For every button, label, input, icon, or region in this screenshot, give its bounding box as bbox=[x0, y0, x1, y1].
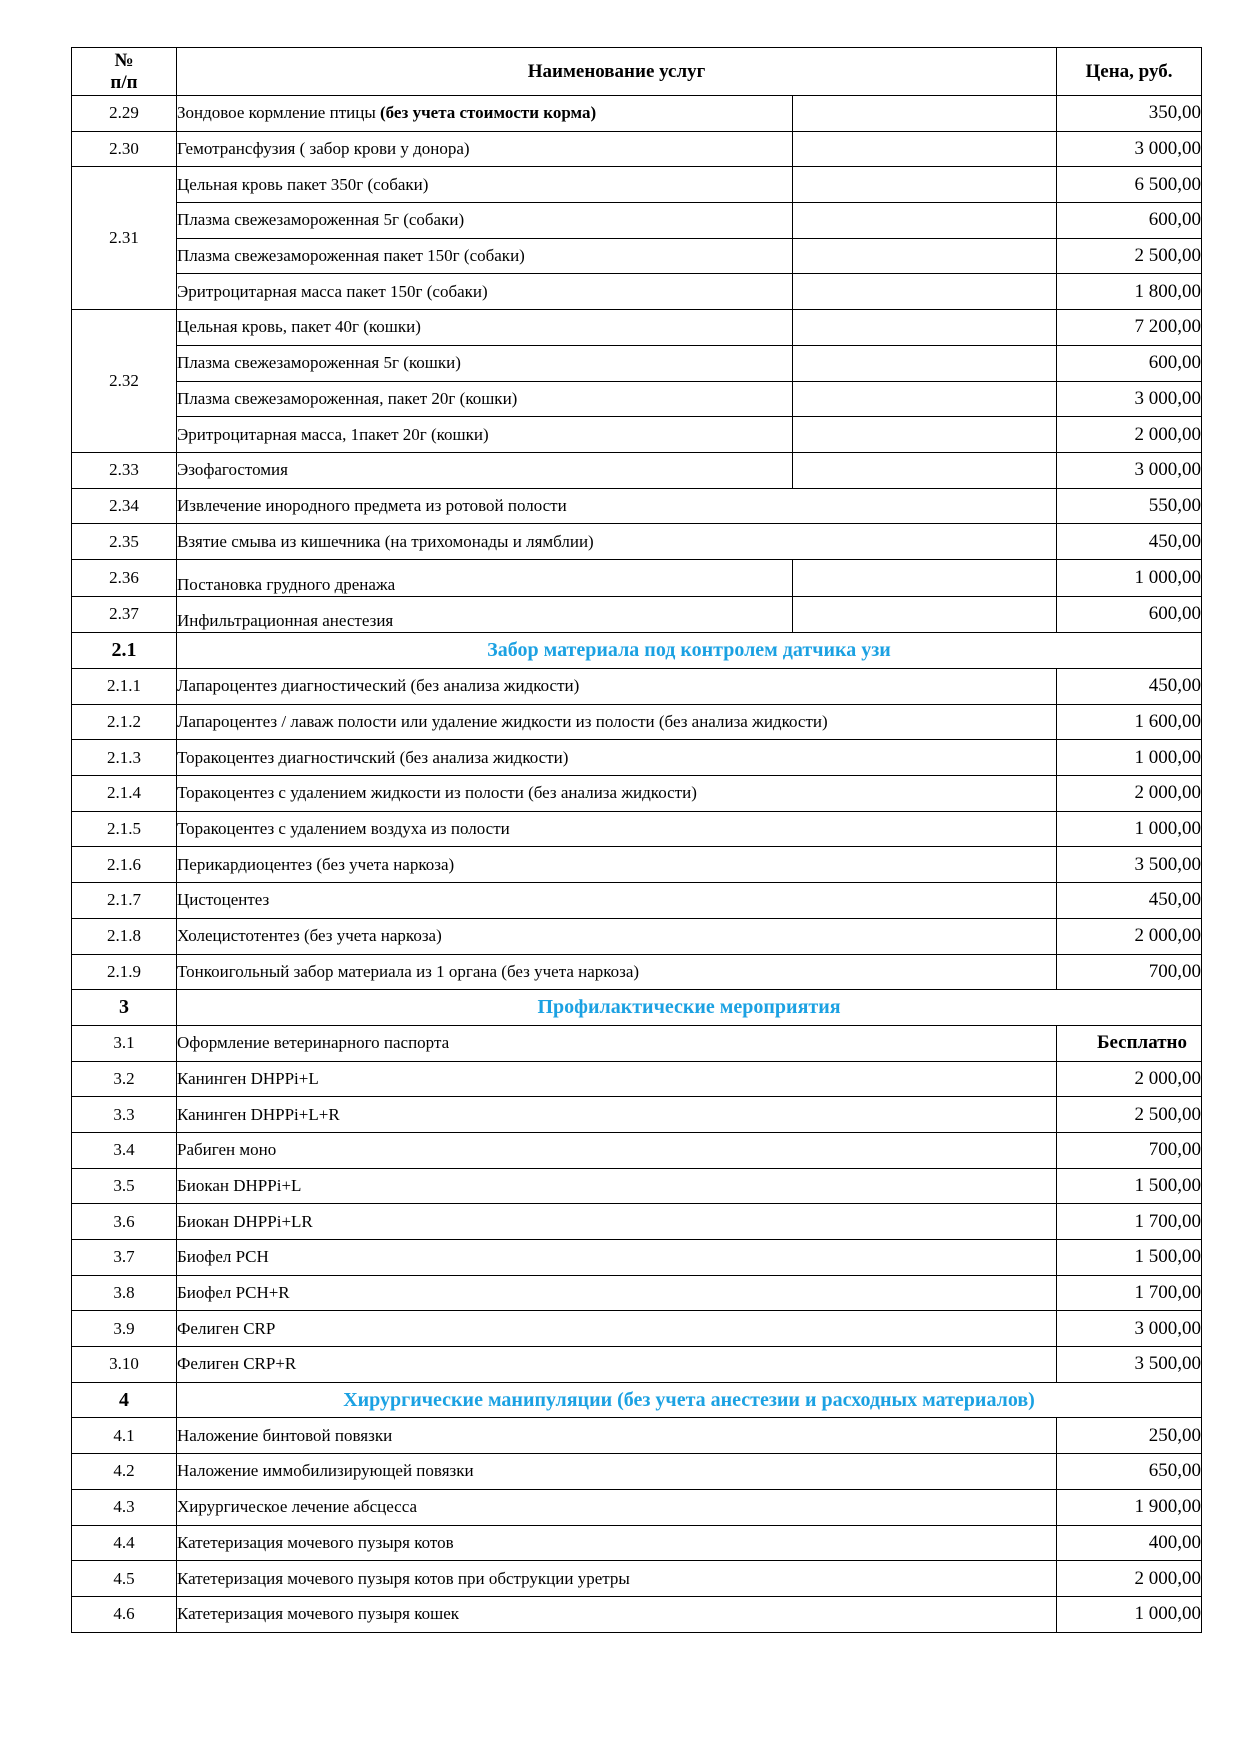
section-row bbox=[72, 1382, 1202, 1418]
row-number: 2.1.8 bbox=[72, 918, 177, 954]
row-service-name: Биофел PCH bbox=[177, 1240, 1057, 1276]
row-service-name: Холецистотентез (без учета наркоза) bbox=[177, 918, 1057, 954]
row-service-name: Извлечение инородного предмета из ротовой полости bbox=[177, 488, 1057, 524]
table-row bbox=[72, 1418, 1202, 1454]
table-row bbox=[72, 1025, 1202, 1061]
table-row bbox=[72, 1311, 1202, 1347]
row-number: 4.6 bbox=[72, 1596, 177, 1632]
row-price: 1 700,00 bbox=[1057, 1204, 1202, 1240]
row-number: 4.1 bbox=[72, 1418, 177, 1454]
row-number: 2.36 bbox=[72, 559, 177, 596]
table-row bbox=[72, 1489, 1202, 1525]
header-service-name: Наименование услуг bbox=[177, 48, 1057, 96]
row-price: 1 900,00 bbox=[1057, 1489, 1202, 1525]
row-price: 700,00 bbox=[1057, 1132, 1202, 1168]
row-number: 2.1.7 bbox=[72, 883, 177, 919]
row-price: 3 000,00 bbox=[1057, 131, 1202, 167]
row-service-name: Цельная кровь пакет 350г (собаки) bbox=[177, 167, 793, 203]
row-service-name: Эзофагостомия bbox=[177, 452, 793, 488]
row-service-name: Лапароцентез / лаваж полости или удаление жидкости из полости (без анализа жидкости) bbox=[177, 704, 1057, 740]
row-service-name: Лапароцентез диагностический (без анализа жидкости) bbox=[177, 669, 1057, 705]
section-number: 3 bbox=[72, 990, 177, 1026]
table-row bbox=[72, 740, 1202, 776]
row-service-name: Катетеризация мочевого пузыря котов при обструкции уретры bbox=[177, 1561, 1057, 1597]
row-number: 3.5 bbox=[72, 1168, 177, 1204]
row-number: 2.1.3 bbox=[72, 740, 177, 776]
row-number: 2.33 bbox=[72, 452, 177, 488]
row-empty-cell bbox=[793, 310, 1057, 346]
table-row bbox=[72, 1596, 1202, 1632]
row-number: 4.4 bbox=[72, 1525, 177, 1561]
row-empty-cell bbox=[793, 203, 1057, 239]
row-number: 2.1.4 bbox=[72, 776, 177, 812]
table-row bbox=[72, 1240, 1202, 1276]
table-header-row bbox=[72, 48, 1202, 96]
row-number: 2.1.2 bbox=[72, 704, 177, 740]
row-service-name: Постановка грудного дренажа bbox=[177, 559, 793, 596]
row-price: 2 000,00 bbox=[1057, 417, 1202, 453]
row-service-name: Плазма свежезамороженная пакет 150г (собаки) bbox=[177, 238, 793, 274]
row-price: 1 500,00 bbox=[1057, 1168, 1202, 1204]
table-row bbox=[72, 131, 1202, 167]
row-service-name: Фелиген CRP+R bbox=[177, 1347, 1057, 1383]
section-number: 2.1 bbox=[72, 633, 177, 669]
row-price: Бесплатно bbox=[1057, 1025, 1202, 1061]
table-row bbox=[72, 417, 1202, 453]
row-service-name: Катетеризация мочевого пузыря котов bbox=[177, 1525, 1057, 1561]
table-row bbox=[72, 596, 1202, 633]
row-service-name-text: Зондовое кормление птицы bbox=[177, 103, 380, 123]
table-row bbox=[72, 1347, 1202, 1383]
row-number: 2.1.1 bbox=[72, 669, 177, 705]
row-price: 1 800,00 bbox=[1057, 274, 1202, 310]
table-row bbox=[72, 883, 1202, 919]
row-number: 2.34 bbox=[72, 488, 177, 524]
section-title: Хирургические манипуляции (без учета анестезии и расходных материалов) bbox=[177, 1382, 1202, 1418]
section-title: Забор материала под контролем датчика узи bbox=[177, 633, 1202, 669]
row-service-name: Перикардиоцентез (без учета наркоза) bbox=[177, 847, 1057, 883]
table-row bbox=[72, 310, 1202, 346]
table-row bbox=[72, 954, 1202, 990]
row-number: 3.8 bbox=[72, 1275, 177, 1311]
row-empty-cell bbox=[793, 381, 1057, 417]
row-price: 1 000,00 bbox=[1057, 559, 1202, 596]
section-row bbox=[72, 633, 1202, 669]
table-row bbox=[72, 96, 1202, 132]
header-number: № п/п bbox=[72, 48, 177, 96]
row-service-name: Биофел PCH+R bbox=[177, 1275, 1057, 1311]
section-number: 4 bbox=[72, 1382, 177, 1418]
row-number: 3.6 bbox=[72, 1204, 177, 1240]
row-price: 3 000,00 bbox=[1057, 381, 1202, 417]
table-row bbox=[72, 381, 1202, 417]
row-number: 3.9 bbox=[72, 1311, 177, 1347]
row-price: 2 000,00 bbox=[1057, 1561, 1202, 1597]
row-service-name: Биокан DHPPi+L bbox=[177, 1168, 1057, 1204]
row-empty-cell bbox=[793, 167, 1057, 203]
row-price: 350,00 bbox=[1057, 96, 1202, 132]
table-row bbox=[72, 345, 1202, 381]
row-price: 2 000,00 bbox=[1057, 918, 1202, 954]
row-price: 2 500,00 bbox=[1057, 1097, 1202, 1133]
table-row bbox=[72, 274, 1202, 310]
row-empty-cell bbox=[793, 559, 1057, 596]
row-price: 3 500,00 bbox=[1057, 847, 1202, 883]
table-row bbox=[72, 1275, 1202, 1311]
table-row bbox=[72, 1454, 1202, 1490]
row-number: 3.7 bbox=[72, 1240, 177, 1276]
row-number: 2.29 bbox=[72, 96, 177, 132]
row-price: 1 500,00 bbox=[1057, 1240, 1202, 1276]
row-service-name: Рабиген моно bbox=[177, 1132, 1057, 1168]
table-row bbox=[72, 1204, 1202, 1240]
row-empty-cell bbox=[793, 131, 1057, 167]
row-number: 3.4 bbox=[72, 1132, 177, 1168]
row-service-name: Наложение иммобилизирующей повязки bbox=[177, 1454, 1057, 1490]
row-empty-cell bbox=[793, 96, 1057, 132]
row-service-name: Цистоцентез bbox=[177, 883, 1057, 919]
row-empty-cell bbox=[793, 417, 1057, 453]
row-service-name: Канинген DHPPi+L bbox=[177, 1061, 1057, 1097]
row-number: 3.2 bbox=[72, 1061, 177, 1097]
table-row bbox=[72, 524, 1202, 560]
table-row bbox=[72, 776, 1202, 812]
table-row bbox=[72, 669, 1202, 705]
row-price: 400,00 bbox=[1057, 1525, 1202, 1561]
table-row bbox=[72, 1132, 1202, 1168]
row-number: 3.1 bbox=[72, 1025, 177, 1061]
row-price: 600,00 bbox=[1057, 203, 1202, 239]
group-number: 2.32 bbox=[72, 310, 177, 453]
row-number: 3.10 bbox=[72, 1347, 177, 1383]
table-row bbox=[72, 704, 1202, 740]
row-price: 450,00 bbox=[1057, 669, 1202, 705]
price-list-table bbox=[71, 47, 1202, 1633]
row-empty-cell bbox=[793, 238, 1057, 274]
row-service-name: Гемотрансфузия ( забор крови у донора) bbox=[177, 131, 793, 167]
row-price: 7 200,00 bbox=[1057, 310, 1202, 346]
row-price: 6 500,00 bbox=[1057, 167, 1202, 203]
row-service-name: Торакоцентез диагностичский (без анализа жидкости) bbox=[177, 740, 1057, 776]
row-number: 4.3 bbox=[72, 1489, 177, 1525]
row-service-name: Катетеризация мочевого пузыря кошек bbox=[177, 1596, 1057, 1632]
row-price: 650,00 bbox=[1057, 1454, 1202, 1490]
row-service-name: Тонкоигольный забор материала из 1 органа (без учета наркоза) bbox=[177, 954, 1057, 990]
row-service-name: Торакоцентез с удалением воздуха из полости bbox=[177, 811, 1057, 847]
row-price: 3 000,00 bbox=[1057, 452, 1202, 488]
row-number: 2.1.6 bbox=[72, 847, 177, 883]
row-service-name: Взятие смыва из кишечника (на трихомонады и лямблии) bbox=[177, 524, 1057, 560]
row-number: 3.3 bbox=[72, 1097, 177, 1133]
row-service-name: Хирургическое лечение абсцесса bbox=[177, 1489, 1057, 1525]
row-service-name: Канинген DHPPi+L+R bbox=[177, 1097, 1057, 1133]
row-price: 2 500,00 bbox=[1057, 238, 1202, 274]
row-price: 1 000,00 bbox=[1057, 740, 1202, 776]
row-price: 2 000,00 bbox=[1057, 1061, 1202, 1097]
row-price: 600,00 bbox=[1057, 345, 1202, 381]
row-empty-cell bbox=[793, 345, 1057, 381]
row-service-name: Наложение бинтовой повязки bbox=[177, 1418, 1057, 1454]
row-price: 1 700,00 bbox=[1057, 1275, 1202, 1311]
table-row bbox=[72, 811, 1202, 847]
table-row bbox=[72, 488, 1202, 524]
row-price: 250,00 bbox=[1057, 1418, 1202, 1454]
table-row bbox=[72, 203, 1202, 239]
row-number: 4.5 bbox=[72, 1561, 177, 1597]
row-price: 2 000,00 bbox=[1057, 776, 1202, 812]
table-row bbox=[72, 1097, 1202, 1133]
table-row bbox=[72, 1061, 1202, 1097]
row-price: 450,00 bbox=[1057, 883, 1202, 919]
row-service-name: Плазма свежезамороженная 5г (собаки) bbox=[177, 203, 793, 239]
row-price: 3 500,00 bbox=[1057, 1347, 1202, 1383]
row-price: 450,00 bbox=[1057, 524, 1202, 560]
table-row bbox=[72, 847, 1202, 883]
row-service-name: Эритроцитарная масса пакет 150г (собаки) bbox=[177, 274, 793, 310]
group-number: 2.31 bbox=[72, 167, 177, 310]
row-price: 3 000,00 bbox=[1057, 1311, 1202, 1347]
row-empty-cell bbox=[793, 274, 1057, 310]
row-service-name: Плазма свежезамороженная 5г (кошки) bbox=[177, 345, 793, 381]
row-price: 1 000,00 bbox=[1057, 811, 1202, 847]
header-price: Цена, руб. bbox=[1057, 48, 1202, 96]
row-number: 2.30 bbox=[72, 131, 177, 167]
row-service-name: Торакоцентез с удалением жидкости из полости (без анализа жидкости) bbox=[177, 776, 1057, 812]
row-price: 1 000,00 bbox=[1057, 1596, 1202, 1632]
row-price: 550,00 bbox=[1057, 488, 1202, 524]
row-service-name: Эритроцитарная масса, 1пакет 20г (кошки) bbox=[177, 417, 793, 453]
table-row bbox=[72, 559, 1202, 596]
row-number: 2.37 bbox=[72, 596, 177, 633]
row-service-name: Плазма свежезамороженная, пакет 20г (кошки) bbox=[177, 381, 793, 417]
table-row bbox=[72, 918, 1202, 954]
row-price: 700,00 bbox=[1057, 954, 1202, 990]
row-service-name-note: (без учета стоимости корма) bbox=[380, 103, 597, 123]
row-service-name bbox=[177, 96, 793, 132]
row-number: 2.1.9 bbox=[72, 954, 177, 990]
table-row bbox=[72, 1561, 1202, 1597]
row-service-name: Инфильтрационная анестезия bbox=[177, 596, 793, 633]
table-row bbox=[72, 167, 1202, 203]
table-row bbox=[72, 1168, 1202, 1204]
table-row bbox=[72, 452, 1202, 488]
section-row bbox=[72, 990, 1202, 1026]
table-row bbox=[72, 238, 1202, 274]
row-price: 1 600,00 bbox=[1057, 704, 1202, 740]
row-empty-cell bbox=[793, 452, 1057, 488]
table-row bbox=[72, 1525, 1202, 1561]
row-number: 4.2 bbox=[72, 1454, 177, 1490]
row-service-name: Цельная кровь, пакет 40г (кошки) bbox=[177, 310, 793, 346]
row-number: 2.1.5 bbox=[72, 811, 177, 847]
row-empty-cell bbox=[793, 596, 1057, 633]
row-price: 600,00 bbox=[1057, 596, 1202, 633]
row-service-name: Фелиген CRP bbox=[177, 1311, 1057, 1347]
row-service-name: Биокан DHPPi+LR bbox=[177, 1204, 1057, 1240]
section-title: Профилактические мероприятия bbox=[177, 990, 1202, 1026]
row-number: 2.35 bbox=[72, 524, 177, 560]
row-service-name: Оформление ветеринарного паспорта bbox=[177, 1025, 1057, 1061]
